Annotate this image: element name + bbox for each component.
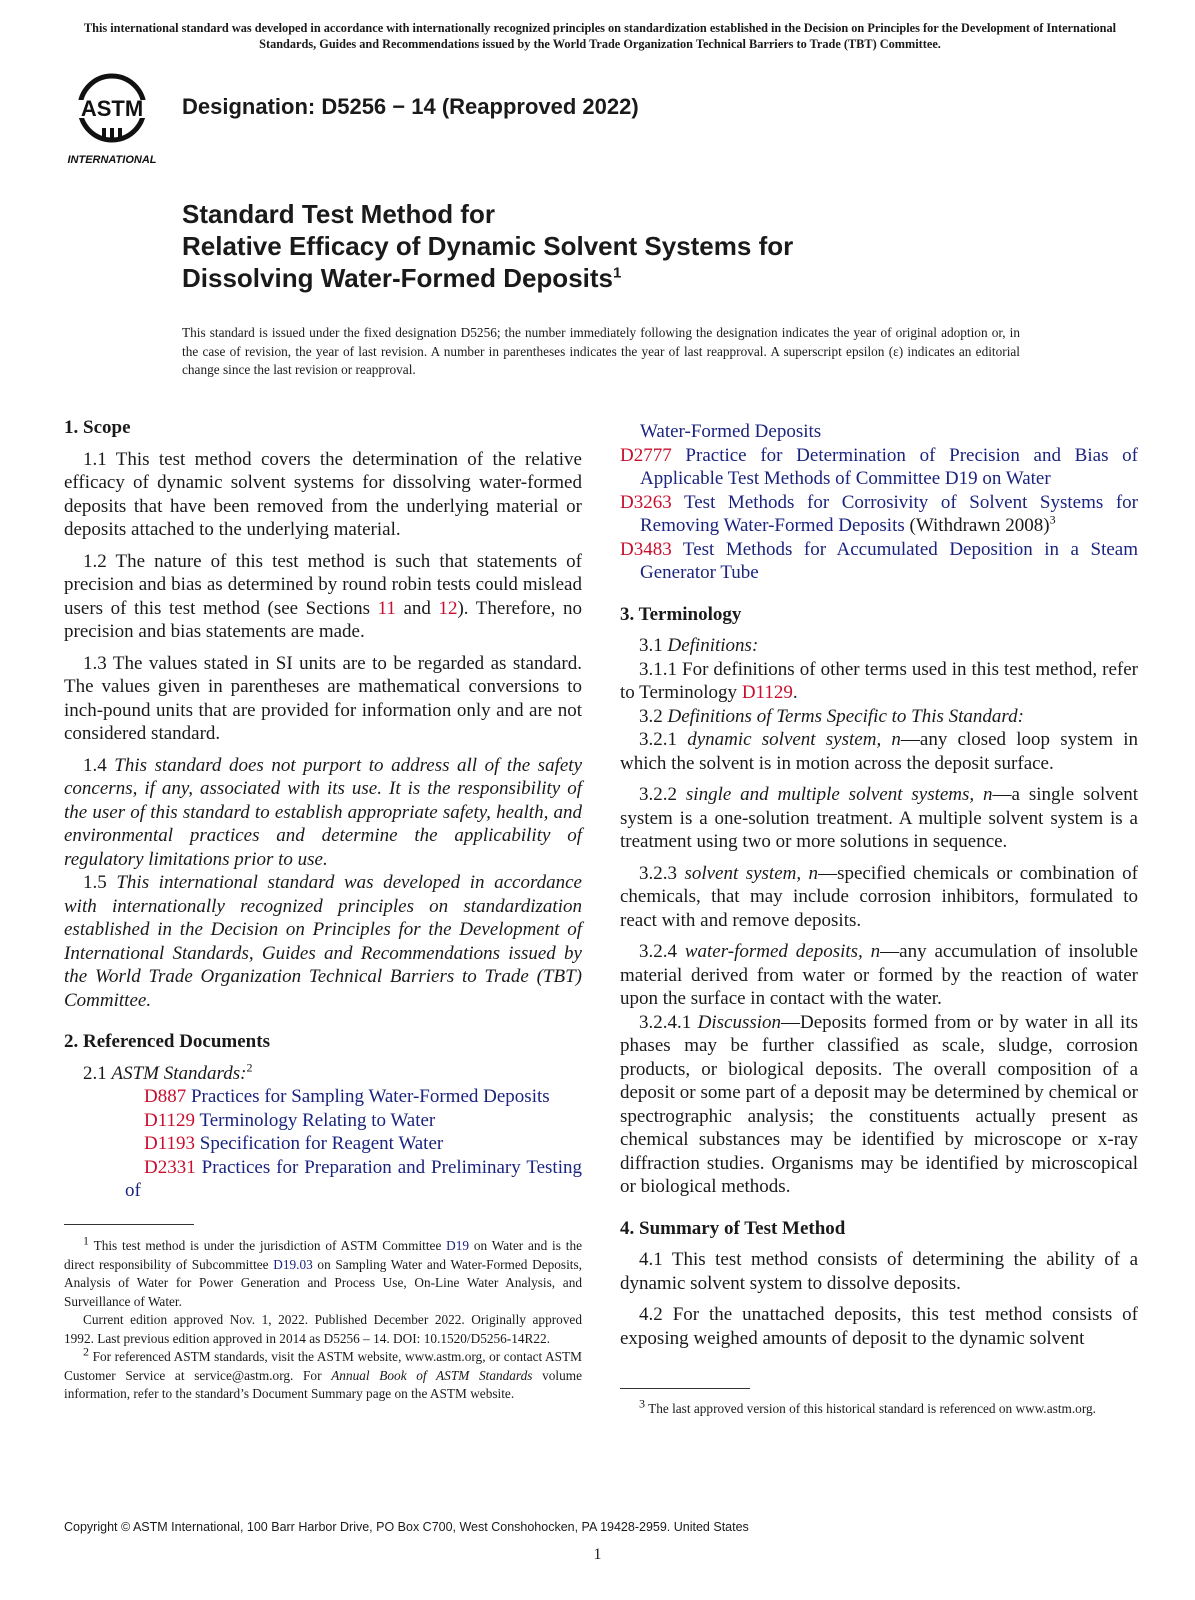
designation: Designation: D5256 − 14 (Reapproved 2022)	[182, 94, 639, 119]
title-line-1: Standard Test Method for	[182, 199, 495, 229]
section-heading-referenced-documents: 2. Referenced Documents	[64, 1031, 270, 1052]
title-footnote-mark: 1	[613, 264, 622, 282]
footnote-1: $^1$ This test method is under the jurisdiction of ASTM Committee D19 on Water and is the direct responsibility of Subcommittee D19.03 on Sampling Water and Water-Formed Deposits, Analysis of Water for Power Generation and Process Use, On-Line Water Analysis, and Surveillance of Water.	[64, 1233, 582, 1309]
footnotes-left	[64, 1233, 582, 1404]
ref-d2331[interactable]: D2331 Practices for Preparation and Preliminary Testing of	[125, 1156, 582, 1201]
section-heading-summary: 4. Summary of Test Method	[620, 1217, 846, 1239]
document-title	[182, 198, 793, 294]
para-3-1-1: 3.1.1 For definitions of other terms used in this test method, refer to Terminology D1129.	[620, 658, 1138, 703]
copyright: Copyright © ASTM International, 100 Barr Harbor Drive, PO Box C700, West Conshohocken, PA 19428-2959. United States	[64, 1520, 749, 1534]
right-column	[620, 420, 1138, 1350]
footnote-rule-right	[620, 1388, 750, 1389]
para-1-4: 1.4 This standard does not purport to address all of the safety concerns, if any, associated with its use. It is the responsibility of the user of this standard to establish appropriate safety, health, and environmental practices and determine the applicability of regulatory limitations prior to use.	[64, 754, 582, 870]
preamble: This standard is issued under the fixed designation D5256; the number immediately following the designation indicates the year of original adoption or, in the case of revision, the year of last revision. A number in parentheses indicates the year of last reapproval. A superscript epsilon (ε) indicates an editorial change since the last revision or reapproval.	[182, 325, 1020, 377]
ref-d1193[interactable]: D1193 Specification for Reagent Water	[144, 1133, 444, 1154]
section-heading-terminology: 3. Terminology	[620, 603, 742, 625]
para-3-2-2: 3.2.2 single and multiple solvent systems, n—a single solvent system is a one-solution treatment. A multiple solvent system is a treatment using two or more solutions in sequence.	[620, 784, 1139, 852]
ref-d887[interactable]: D887 Practices for Sampling Water-Formed Deposits	[144, 1086, 550, 1107]
footnotes-right	[620, 1396, 1138, 1419]
para-2-1: 2.1 ASTM Standards:$^2$	[83, 1060, 253, 1084]
para-3-1: 3.1 Definitions:	[639, 635, 759, 656]
section-heading-scope: 1. Scope	[64, 417, 131, 438]
para-4-2: 4.2 For the unattached deposits, this test method consists of exposing weighed amounts of deposit to the dynamic solvent	[620, 1304, 1138, 1349]
link-d19[interactable]: D19	[446, 1238, 470, 1253]
para-3-2-4-1: 3.2.4.1 Discussion—Deposits formed from or by water in all its phases may be further classified as scale, sludge, corrosion products, or biological deposits. The overall composition of a deposit or some part of a deposit may be determined by chemical or spectrographic analysis; the constituents actually present as chemical substances may be identified by microscope or x-ray diffraction studies. Organisms may be identified by microscopical or biological methods.	[620, 1011, 1139, 1197]
para-1-2: 1.2 The nature of this test method is such that statements of precision and bias as determined by round robin tests could mislead users of this test method (see Sections 11 and 12). Therefore, no precision and bias statements are made.	[64, 550, 582, 642]
para-1-1: 1.1 This test method covers the determination of the relative efficacy of dynamic solvent systems for dissolving water-formed deposits that have been removed from the underlying material or deposits attached to the underlying material.	[64, 448, 582, 540]
title-line-3: Dissolving Water-Formed Deposits$^1$	[182, 263, 622, 293]
title-line-2: Relative Efficacy of Dynamic Solvent Systems for	[182, 231, 794, 261]
logo-text: ASTM	[80, 96, 144, 121]
astm-logo	[62, 70, 170, 166]
para-1-3: 1.3 The values stated in SI units are to be regarded as standard. The values given in parentheses are mathematical conversions to inch-pound units that are provided for information only and are not considered standard.	[64, 652, 582, 744]
ref-d3483[interactable]: D3483 Test Methods for Accumulated Deposition in a Steam Generator Tube	[620, 538, 1138, 583]
ref-d2777[interactable]: D2777 Practice for Determination of Precision and Bias of Applicable Test Methods of Committee D19 on Water	[620, 444, 1138, 489]
ref-d2331-continued[interactable]: Water-Formed Deposits	[640, 421, 822, 442]
logo-subtext: INTERNATIONAL	[67, 154, 157, 166]
link-section-12[interactable]: 12	[438, 597, 458, 619]
link-section-11[interactable]: 11	[377, 597, 396, 619]
link-d19-03[interactable]: D19.03	[273, 1256, 313, 1272]
tbt-notice: This international standard was developed in accordance with internationally recognized principles on standardization established in the Decision on Principles for the Development of International Standards, Guides and Recommendations issued by the World Trade Organization Technical Barriers to Trade (TBT) Committee.	[83, 21, 1117, 51]
footnote-2: $^2$ For referenced ASTM standards, visit the ASTM website, www.astm.org, or contact ASTM Customer Service at service@astm.org. For Annual Book of ASTM Standards volume information, refer to the standard’s Document Summary page on the ASTM website.	[64, 1344, 582, 1401]
para-3-2-1: 3.2.1 dynamic solvent system, n—any closed loop system in which the solvent is in motion across the deposit surface.	[620, 729, 1138, 774]
para-1-5: 1.5 This international standard was developed in accordance with internationally recognized principles on standardization established in the Decision on Principles for the Development of International Standards, Guides and Recommendations issued by the World Trade Organization Technical Barriers to Trade (TBT) Committee.	[64, 872, 582, 1011]
left-column	[64, 416, 582, 1203]
footnote-rule-left	[64, 1224, 194, 1225]
page-number: 1	[593, 1546, 602, 1563]
para-4-1: 4.1 This test method consists of determining the ability of a dynamic solvent system to dissolve deposits.	[620, 1249, 1138, 1294]
ref-d1129[interactable]: D1129 Terminology Relating to Water	[144, 1109, 436, 1131]
ref-d3263[interactable]: D3263 Test Methods for Corrosivity of Solvent Systems for Removing Water-Formed Deposits (Withdrawn 2008)$^3$	[620, 491, 1138, 536]
para-3-2: 3.2 Definitions of Terms Specific to This Standard:	[639, 705, 1024, 727]
footnote-3: $^3$ The last approved version of this historical standard is referenced on www.astm.org.	[639, 1396, 1096, 1416]
footnote-1-edition: Current edition approved Nov. 1, 2022. Published December 2022. Originally approved 1992. Last previous edition approved in 2014 as D5256 – 14. DOI: 10.1520/D5256-14R22.	[64, 1312, 582, 1346]
link-d1129[interactable]: D1129	[741, 682, 793, 703]
para-3-2-3: 3.2.3 solvent system, n—specified chemicals or combination of chemicals, that may include corrosion inhibitors, formulated to react with and remove deposits.	[620, 862, 1138, 931]
para-3-2-4: 3.2.4 water-formed deposits, n—any accumulation of insoluble material derived from water or formed by the reaction of water upon the surface in contact with the water.	[620, 941, 1138, 1009]
